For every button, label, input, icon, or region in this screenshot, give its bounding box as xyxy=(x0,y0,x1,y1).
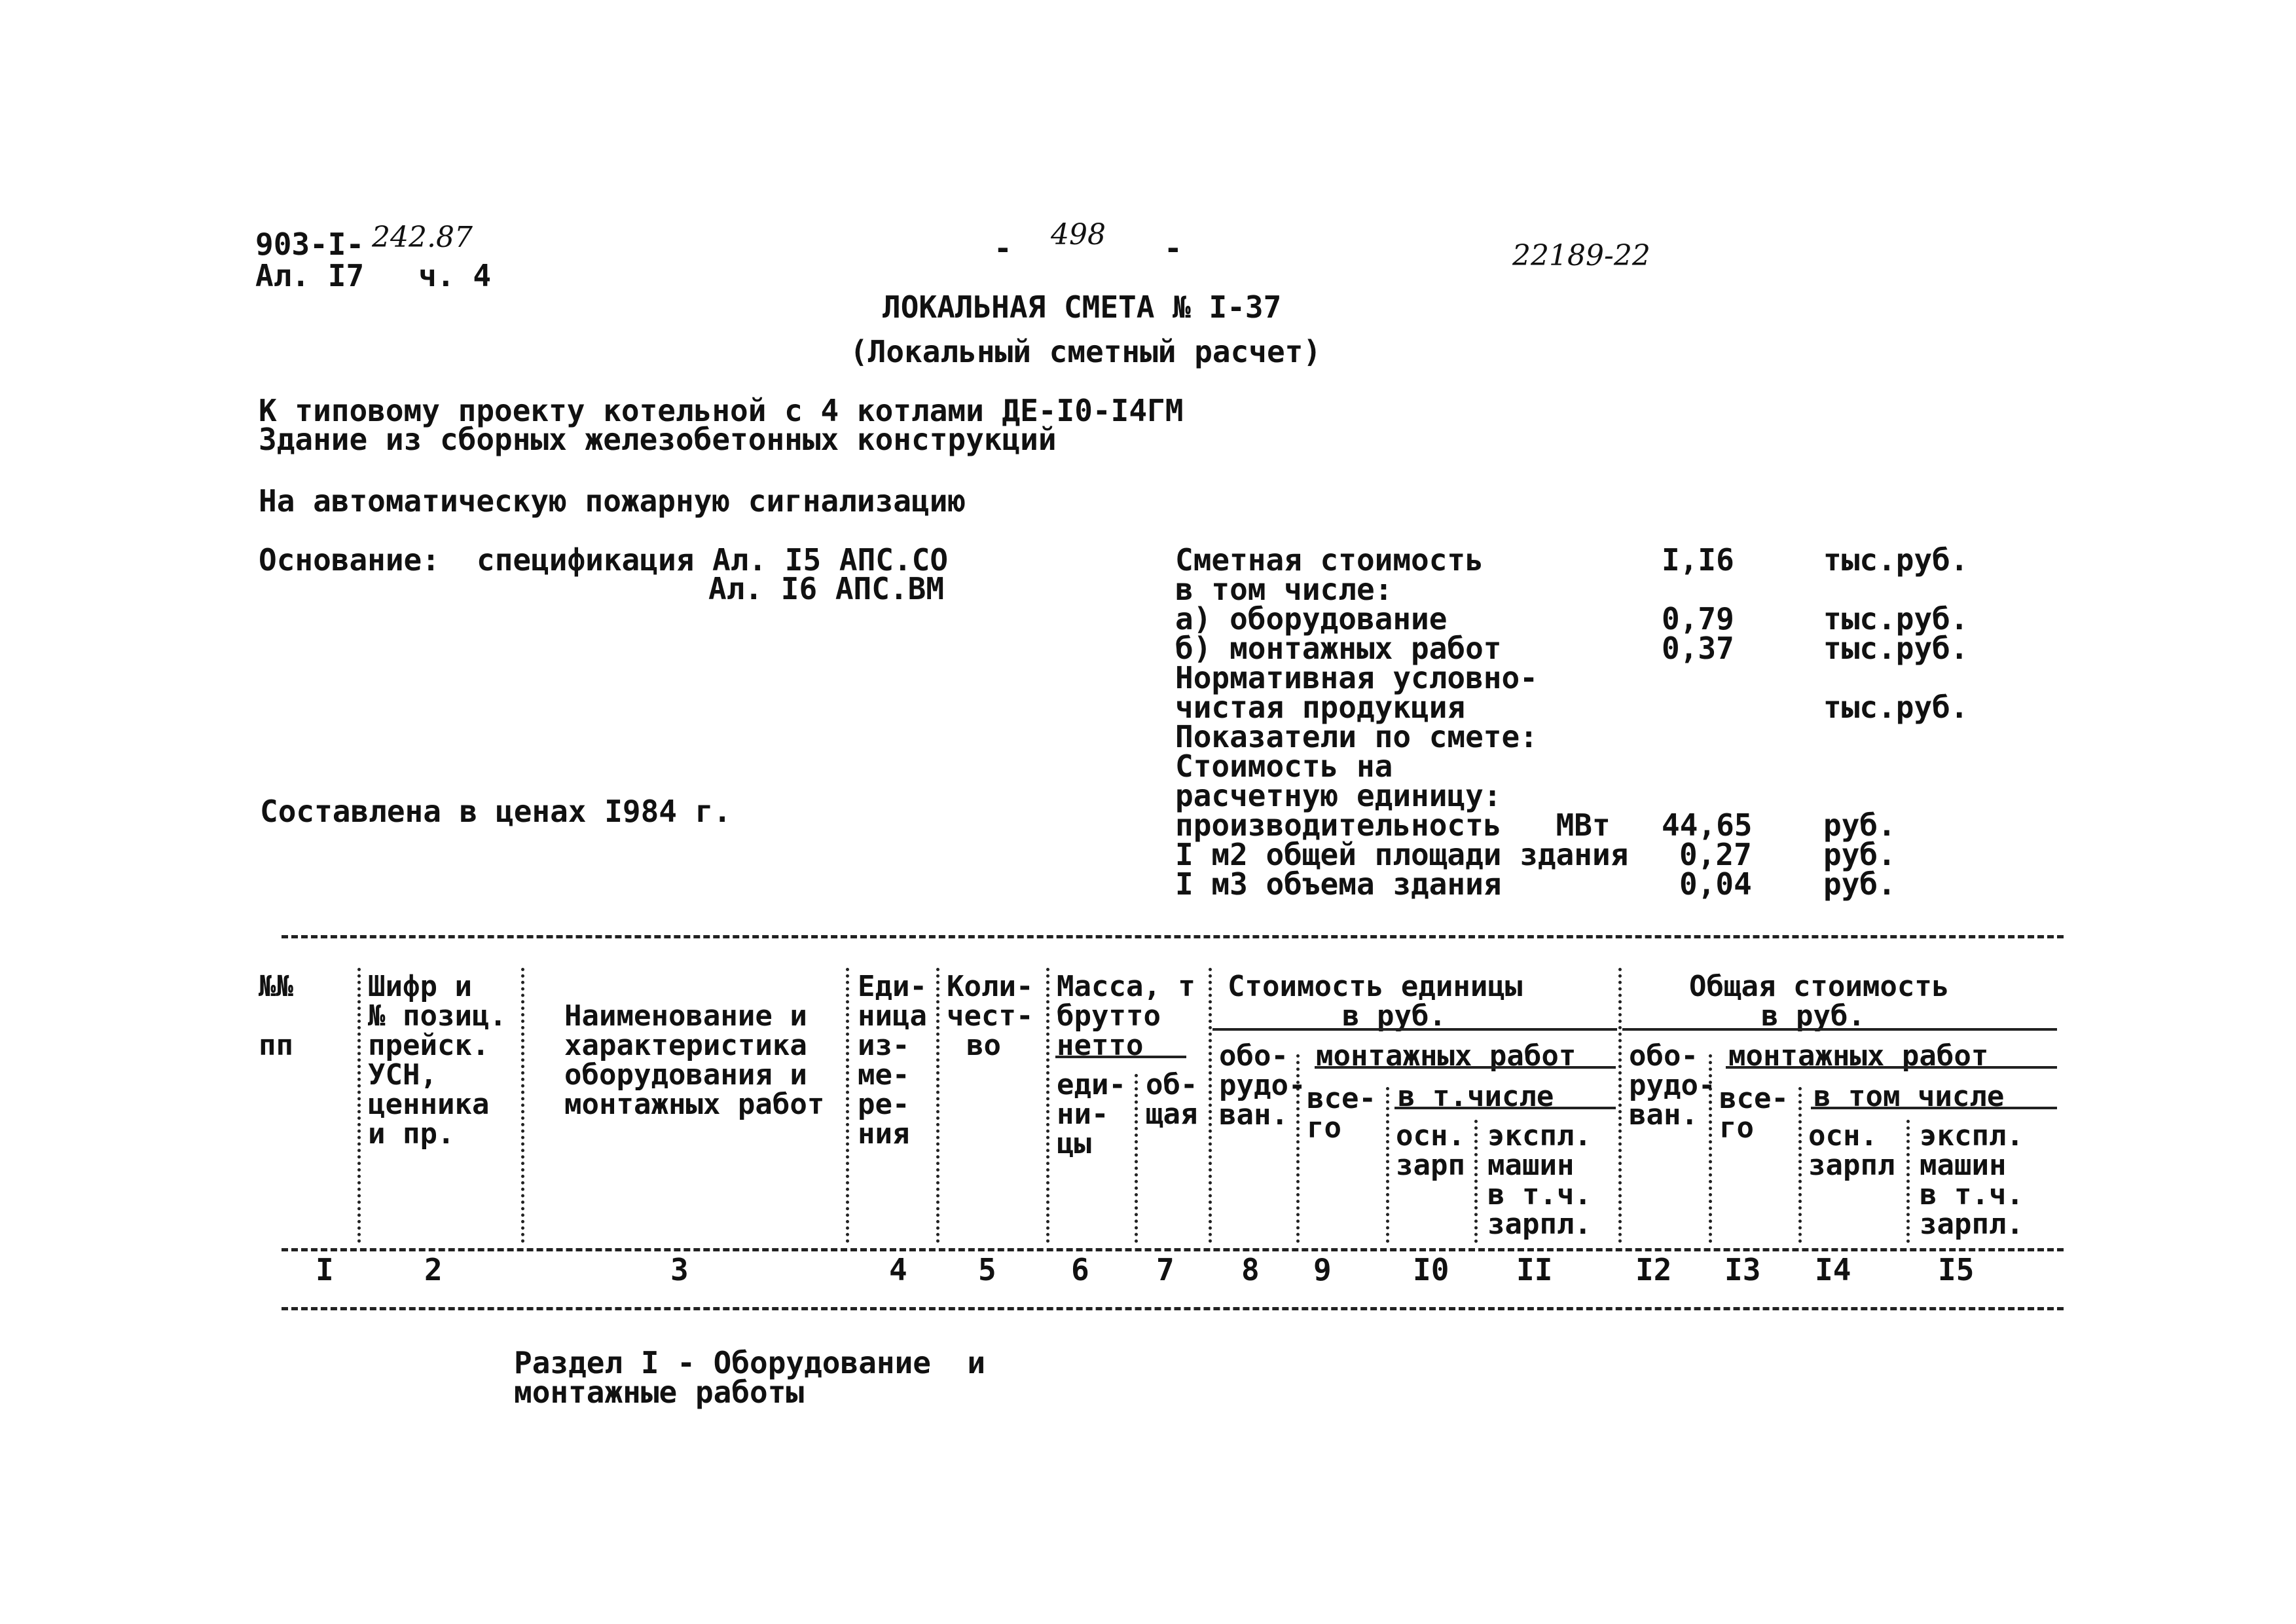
header-total-cost: Общая стоимость xyxy=(1689,970,1950,1003)
summary-label: производительность МВт xyxy=(1175,807,1611,843)
header-name: характеристика xyxy=(564,1029,807,1062)
col-number: I3 xyxy=(1724,1252,1761,1287)
col-number: 3 xyxy=(670,1252,689,1287)
summary-label: Стоимость на xyxy=(1175,748,1393,784)
col-number: 7 xyxy=(1156,1252,1175,1287)
header-equip: ван. xyxy=(1219,1098,1288,1132)
prices-year: Составлена в ценах I984 г. xyxy=(260,794,732,829)
underline xyxy=(1315,1066,1616,1069)
col-number: I0 xyxy=(1413,1252,1449,1287)
header-wage: зарп xyxy=(1396,1149,1465,1182)
header-equip: обо- xyxy=(1219,1039,1288,1073)
header-name: оборудования и xyxy=(564,1058,807,1092)
header-unit: Еди- xyxy=(858,970,927,1003)
col-sep xyxy=(936,968,939,1243)
header-unit: ме- xyxy=(858,1058,910,1092)
header-mass-net: нетто xyxy=(1057,1029,1144,1062)
header-all: все- xyxy=(1307,1082,1376,1115)
summary-value: I,I6 xyxy=(1662,542,1734,578)
page-number: 498 xyxy=(1051,218,1106,251)
header-equip: рудо- xyxy=(1219,1069,1306,1102)
basis-2: Ал. I6 АПС.ВМ xyxy=(708,571,945,606)
summary-label: а) оборудование xyxy=(1175,601,1448,637)
col-sep xyxy=(1209,968,1212,1243)
summary-value: 0,79 xyxy=(1662,601,1734,637)
table-top-rule xyxy=(282,935,2064,938)
summary-label: Нормативная условно- xyxy=(1175,660,1538,695)
header-mach: машин xyxy=(1920,1149,2007,1182)
underline xyxy=(1726,1066,2057,1069)
header-no: №№ xyxy=(259,970,293,1003)
header-mass: Масса, т xyxy=(1057,970,1195,1003)
header-unit: из- xyxy=(858,1029,910,1062)
header-no: пп xyxy=(259,1029,293,1062)
summary-unit: руб. xyxy=(1823,807,1896,843)
summary-label: Сметная стоимость xyxy=(1175,542,1484,578)
header-unit-cost: Стоимость единицы xyxy=(1228,970,1523,1003)
header-mach: в т.ч. xyxy=(1487,1178,1592,1211)
col-sep xyxy=(1798,1087,1802,1243)
doc-code-handwritten: 242.87 xyxy=(372,221,473,254)
col-number: 9 xyxy=(1313,1252,1332,1287)
header-code: ценника xyxy=(368,1088,490,1121)
col-number: I4 xyxy=(1815,1252,1851,1287)
header-mass-unit: цы xyxy=(1057,1127,1091,1160)
header-code: № позиц. xyxy=(368,999,507,1033)
summary-label: расчетную единицу: xyxy=(1175,778,1502,813)
header-wage: зарпл xyxy=(1808,1149,1895,1182)
header-mach: зарпл. xyxy=(1487,1208,1592,1241)
summary-label: в том числе: xyxy=(1175,572,1393,607)
underline xyxy=(1055,1056,1186,1058)
summary-value: 0,27 xyxy=(1679,837,1752,872)
summary-label: б) монтажных работ xyxy=(1175,631,1502,666)
summary-label: I м2 общей площади здания xyxy=(1175,837,1629,872)
summary-label: Показатели по смете: xyxy=(1175,719,1538,754)
header-mass-unit: еди- xyxy=(1057,1068,1126,1101)
header-incl: в том числе xyxy=(1813,1080,2005,1113)
header-all: го xyxy=(1307,1111,1341,1145)
summary-unit: руб. xyxy=(1823,866,1896,902)
header-name: Наименование и xyxy=(564,999,807,1033)
summary-unit: тыс.руб. xyxy=(1823,601,1969,637)
header-wage: осн. xyxy=(1808,1119,1878,1153)
summary-label: I м3 объема здания xyxy=(1175,866,1502,902)
table-header-rule xyxy=(282,1248,2064,1251)
page-dash-left: - xyxy=(994,231,1012,266)
col-number: 6 xyxy=(1071,1252,1089,1287)
col-sep xyxy=(1135,1074,1138,1243)
summary-unit: тыс.руб. xyxy=(1823,631,1969,666)
header-incl: в т.числе xyxy=(1398,1080,1554,1113)
header-code: УСН, xyxy=(368,1058,437,1092)
col-sep xyxy=(1618,968,1622,1243)
underline xyxy=(1622,1028,2057,1031)
header-equip: обо- xyxy=(1629,1039,1698,1073)
col-number: 8 xyxy=(1241,1252,1260,1287)
basis-label: Основание: xyxy=(259,542,440,578)
header-mach: экспл. xyxy=(1920,1119,2024,1153)
col-number: 2 xyxy=(424,1252,443,1287)
col-sep xyxy=(1046,968,1049,1243)
header-code: Шифр и xyxy=(368,970,472,1003)
col-number: 5 xyxy=(978,1252,996,1287)
header-wage: осн. xyxy=(1396,1119,1465,1153)
underline xyxy=(1212,1028,1617,1031)
summary-unit: тыс.руб. xyxy=(1823,542,1969,578)
col-sep xyxy=(1386,1087,1389,1243)
project-line-1: К типовому проекту котельной с 4 котлами ДЕ-I0-I4ГМ xyxy=(259,393,1184,428)
underline xyxy=(1394,1107,1616,1109)
header-mont: монтажных работ xyxy=(1316,1039,1576,1073)
header-mass-gross: брутто xyxy=(1057,999,1161,1033)
purpose: На автоматическую пожарную сигнализацию xyxy=(259,483,966,519)
header-mass-unit: ни- xyxy=(1057,1098,1109,1131)
header-mass-total: об- xyxy=(1146,1068,1198,1101)
header-mach: машин xyxy=(1487,1149,1575,1182)
page-dash-right: - xyxy=(1164,231,1182,266)
col-sep xyxy=(846,968,849,1243)
summary-unit: тыс.руб. xyxy=(1823,690,1969,725)
header-all: го xyxy=(1719,1111,1754,1145)
col-number: I xyxy=(316,1252,334,1287)
header-equip: ван. xyxy=(1629,1098,1698,1132)
doc-title: ЛОКАЛЬНАЯ СМЕТА № I-37 xyxy=(883,289,1282,325)
archive-number: 22189-22 xyxy=(1512,239,1650,272)
section-title: Раздел I - Оборудование и xyxy=(514,1345,986,1380)
header-mont: монтажных работ xyxy=(1728,1039,1989,1073)
col-number: II xyxy=(1516,1252,1553,1287)
header-mach: экспл. xyxy=(1487,1119,1592,1153)
col-sep xyxy=(357,968,361,1243)
doc-code: 903-I- xyxy=(255,227,365,262)
header-code: и пр. xyxy=(368,1117,455,1151)
underline xyxy=(1811,1107,2057,1109)
col-number: I2 xyxy=(1635,1252,1672,1287)
header-all: все- xyxy=(1719,1082,1789,1115)
header-unit: ния xyxy=(858,1117,910,1151)
header-mach: в т.ч. xyxy=(1920,1178,2024,1211)
header-qty: Коли- xyxy=(947,970,1034,1003)
section-title: монтажные работы xyxy=(514,1375,805,1410)
summary-value: 44,65 xyxy=(1662,807,1753,843)
header-mass-total: щая xyxy=(1146,1098,1198,1131)
col-number: I5 xyxy=(1938,1252,1975,1287)
sheet-ref: Ал. I7 ч. 4 xyxy=(255,258,492,293)
col-sep xyxy=(1906,1120,1910,1243)
col-number: 4 xyxy=(889,1252,907,1287)
doc-subtitle: (Локальный сметный расчет) xyxy=(850,334,1322,369)
header-qty: чест- xyxy=(947,999,1034,1033)
header-unit: ре- xyxy=(858,1088,910,1121)
project-line-2: Здание из сборных железобетонных конструкций xyxy=(259,422,1057,457)
header-mach: зарпл. xyxy=(1920,1208,2024,1241)
col-sep xyxy=(1474,1120,1478,1243)
table-numbers-rule xyxy=(282,1307,2064,1310)
basis-1: спецификация Ал. I5 АПС.СО xyxy=(477,542,949,578)
header-total-cost-rub: в руб. xyxy=(1761,999,1865,1033)
header-qty: во xyxy=(966,1029,1001,1062)
header-equip: рудо- xyxy=(1629,1069,1716,1102)
summary-unit: руб. xyxy=(1823,837,1896,872)
header-unit-cost-rub: в руб. xyxy=(1342,999,1446,1033)
header-name: монтажных работ xyxy=(564,1088,825,1121)
summary-label: чистая продукция xyxy=(1175,690,1466,725)
col-sep xyxy=(521,968,524,1243)
summary-value: 0,37 xyxy=(1662,631,1734,666)
header-unit: ница xyxy=(858,999,927,1033)
header-code: прейск. xyxy=(368,1029,490,1062)
summary-value: 0,04 xyxy=(1679,866,1752,902)
